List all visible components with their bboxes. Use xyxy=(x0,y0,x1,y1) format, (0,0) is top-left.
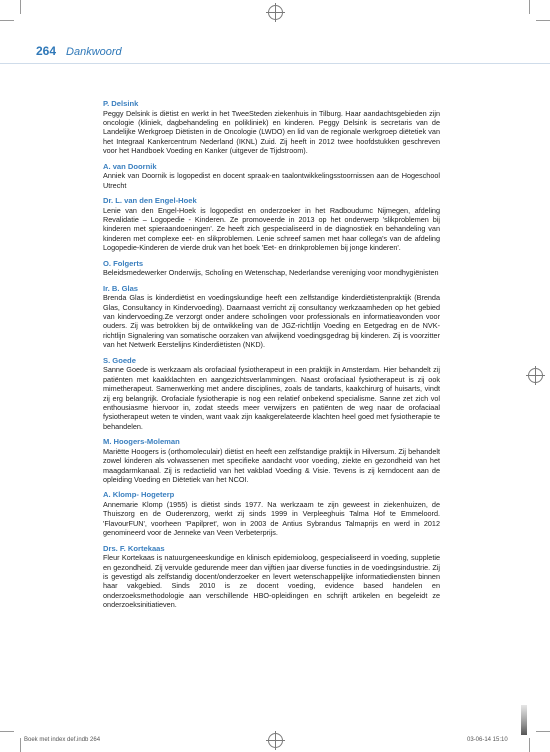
author-bio: Peggy Delsink is diëtist en werkt in het TweeSteden ziekenhuis in Tilburg. Haar aandachtsgebieden zijn oncologie (kliniek, dagbehandeling en polikliniek) en kinderen. Peggy Delsink is secretaris van de Landelijke Werkgroep Diëtisten in de Oncologie (LWDO) en lid van de regionale werkgroep diëtetiek van het Integraal Kankercentrum Nederland (IKNL) Zuid. Zij heeft in 2012 twee hoofdstukken geschreven voor het Handboek Voeding en Kanker (uitgever de Tijdstroom). xyxy=(103,108,440,156)
print-slug-file: Boek met index def.indb 264 xyxy=(24,737,101,743)
author-entry xyxy=(103,196,440,253)
author-bio: Sanne Goede is werkzaam als orofaciaal fysiotherapeut in een praktijk in Amsterdam. Hier behandelt zij patiënten met kaakklachten en aangezichtsverlammingen. Naast orofaciaal fysiotherapeut is zij ook mimetherapeut. Samenwerking met andere disciplines, zoals de tandarts, kaakchirurg of huisarts, vindt zij erg belangrijk. Orofaciale fysiotherapie is nog een relatief onbekend specialisme. Sanne zet zich vol enthousiasme hiervoor in, zodat steeds meer verwijzers en patiënten de weg naar de orofaciaal fysiotherapeut weten te vinden, want vaak zijn kaakgerelateerde klachten heel goed met fysiotherapie te behandelen. xyxy=(103,365,440,431)
author-name: A. van Doornik xyxy=(103,161,157,171)
author-entry xyxy=(103,99,440,156)
author-list xyxy=(103,99,440,616)
registration-mark-icon xyxy=(268,5,283,20)
registration-mark-icon xyxy=(528,368,543,383)
author-name: Drs. F. Kortekaas xyxy=(103,543,165,553)
crop-mark xyxy=(536,20,550,21)
author-name: O. Folgerts xyxy=(103,258,144,268)
author-entry xyxy=(103,437,440,484)
author-name: Ir. B. Glas xyxy=(103,283,139,293)
author-entry xyxy=(103,490,440,537)
author-name: M. Hoogers-Moleman xyxy=(103,437,180,447)
author-bio: Beleidsmedewerker Onderwijs, Scholing en Wetenschap, Nederlandse vereniging voor mondhygiënisten xyxy=(103,268,439,278)
author-entry xyxy=(103,544,440,610)
author-name: Dr. L. van den Engel-Hoek xyxy=(103,196,197,206)
crop-mark xyxy=(20,0,21,14)
author-bio: Mariëtte Hoogers is (orthomoleculair) diëtist en heeft een zelfstandige praktijk in Hilversum. Zij behandelt zowel kinderen als volwassenen met specifieke aandacht voor voeding, ziekte en gezondheid van het maagdarmkanaal. Zij is redactielid van het vakblad Voeding & Visie. Tevens is zij kerndocent aan de opleiding Voeding en Diëtetiek van het NCOI. xyxy=(103,446,440,484)
author-entry xyxy=(103,356,440,431)
author-entry xyxy=(103,259,440,278)
color-calibration-bar xyxy=(521,705,527,735)
author-entry xyxy=(103,284,440,350)
page-number: 264 xyxy=(36,44,57,58)
author-entry xyxy=(103,162,440,190)
author-bio: Annemarie Klomp (1955) is diëtist sinds 1977. Na werkzaam te zijn geweest in ziekenhuizen, de Thuiszorg en de Ouderenzorg, werkt zij sinds 1999 in Verpleeghuis Talma Hof te Emmeloord. 'FlavourFUN', voorheen 'Papilpret', won in 2003 de Antius Sybrandus Talmaprijs en werd in 2012 genomineerd voor de Jenneke van Veen Verbeterprijs. xyxy=(103,499,440,538)
author-name: P. Delsink xyxy=(103,99,139,108)
author-bio: Lenie van den Engel-Hoek is logopedist en onderzoeker in het Radboudumc Nijmegen, afdeling Revalidatie – Logopedie - Kinderen. Ze promoveerde in 2013 op het onderwerp 'slikproblemen bij kinderen met spieraandoeningen'. Ze heeft zich gespecialiseerd in de diagnostiek en behandeling van kinderen met complexe eet- en slikproblemen. Lenie schreef samen met haar collega's van de afdeling Logopedie-Kinderen de vierde druk van het boek 'Eet- en drinkproblemen bij jonge kinderen'. xyxy=(103,205,440,253)
chapter-title: Dankwoord xyxy=(66,46,122,58)
crop-mark xyxy=(0,20,14,21)
author-bio: Brenda Glas is kinderdiëtist en voedingskundige heeft een zelfstandige kinderdiëtistenpraktijk (Brenda Glas, Consultancy in Kindervoeding). Daarnaast verricht zij consultancy werkzaamheden op het gebied van kindervoeding.Ze verzorgt onder andere scholingen voor professionals en informatieavonden voor ouders. Zij was betrokken bij de ontwikkeling van de JGZ-richtlijn Voeding en Eetgedrag en de NVK-richtlijn Signalering van somatische oorzaken van afwijkend voedingsgedrag bij kinderen. Zij is voorzitter van het Netwerk Eerstelijns Kinderdiëtisten (NKD). xyxy=(103,293,440,350)
crop-mark xyxy=(536,731,550,732)
print-slug-timestamp: 03-06-14 15:10 xyxy=(467,737,508,743)
registration-mark-icon xyxy=(268,733,283,748)
author-name: S. Goede xyxy=(103,355,136,365)
author-bio: Fleur Kortekaas is natuurgeneeskundige en klinisch epidemioloog, gespecialiseerd in voeding, suppletie en gezondheid. Zij vervulde gedurende meer dan vijftien jaar diverse functies in de voedingsindustrie. Zij is gevestigd als zelfstandig docent/onderzoeker en levert wetenschappelijke informatiediensten binnen haar vakgebied. Sinds 2010 is ze docent voeding, evidence based handelen en onderzoeksmethodologie aan verschillende HBO-opleidingen en schrijft artikelen en begeleidt ze onderzoeksinitiatieven. xyxy=(103,553,440,610)
author-bio: Anniek van Doornik is logopedist en docent spraak-en taalontwikkelingsstoornissen aan de Hogeschool Utrecht xyxy=(103,171,440,190)
crop-mark xyxy=(0,731,14,732)
author-name: A. Klomp- Hogeterp xyxy=(103,490,175,500)
crop-mark xyxy=(529,738,530,752)
crop-mark xyxy=(20,738,21,752)
crop-mark xyxy=(529,0,530,14)
page-header xyxy=(36,44,122,58)
header-divider xyxy=(0,63,550,64)
